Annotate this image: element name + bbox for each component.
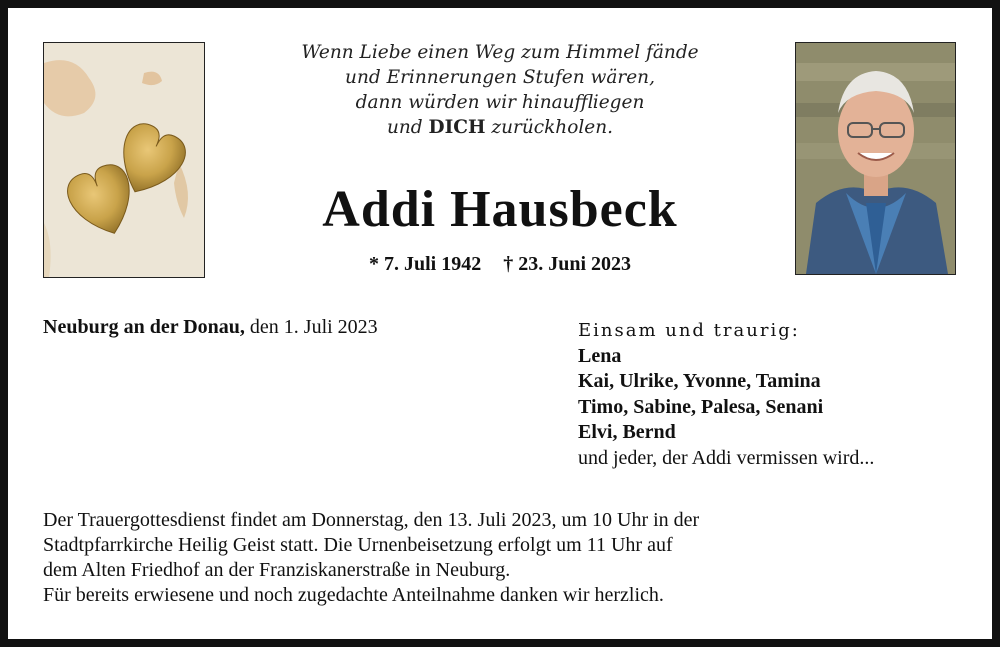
poem-text: und — [386, 117, 429, 138]
service-line: Für bereits erwiesene und noch zugedachte Anteilnahme danken wir herzlich. — [43, 584, 664, 606]
mourners-block — [578, 318, 874, 471]
service-announcement — [43, 508, 943, 608]
mourner-names: Lena — [578, 344, 622, 367]
two-golden-hearts-icon — [44, 43, 204, 277]
poem-line: dann würden wir hinauffliegen — [355, 92, 645, 113]
service-line: dem Alten Friedhof an der Franziskanerstraße in Neuburg. — [43, 559, 511, 581]
poem-text: zurückholen. — [485, 117, 614, 138]
mourner-names: Timo, Sabine, Palesa, Senani — [578, 395, 824, 418]
poem-line: und Erinnerungen Stufen wären, — [345, 67, 655, 88]
service-line: Stadtpfarrkirche Heilig Geist statt. Die Urnenbeisetzung erfolgt um 11 Uhr auf — [43, 534, 673, 556]
mourner-names: Elvi, Bernd — [578, 421, 676, 443]
death-date: † 23. Juni 2023 — [503, 253, 632, 275]
birth-date: * 7. Juli 1942 — [368, 253, 482, 275]
poem-line: Wenn Liebe einen Weg zum Himmel fände — [301, 42, 699, 63]
place-date: den 1. Juli 2023 — [244, 316, 378, 338]
place-and-date — [43, 316, 378, 339]
hearts-image — [43, 42, 205, 278]
portrait-man-icon — [796, 43, 955, 274]
portrait-photo — [795, 42, 956, 275]
mourner-names: Kai, Ulrike, Yvonne, Tamina — [578, 370, 821, 392]
place-city: Neuburg an der Donau, — [43, 316, 245, 338]
mourners-intro: Einsam und traurig: — [578, 320, 800, 341]
service-line: Der Trauergottesdienst findet am Donnerstag, den 13. Juli 2023, um 10 Uhr in der — [43, 509, 700, 531]
deceased-name: Addi Hausbeck — [322, 181, 678, 238]
poem-line — [260, 115, 740, 140]
life-dates — [250, 253, 750, 276]
poem — [260, 40, 740, 140]
mourners-closing: und jeder, der Addi vermissen wird... — [578, 446, 875, 469]
poem-emphasis: DICH — [428, 117, 486, 138]
